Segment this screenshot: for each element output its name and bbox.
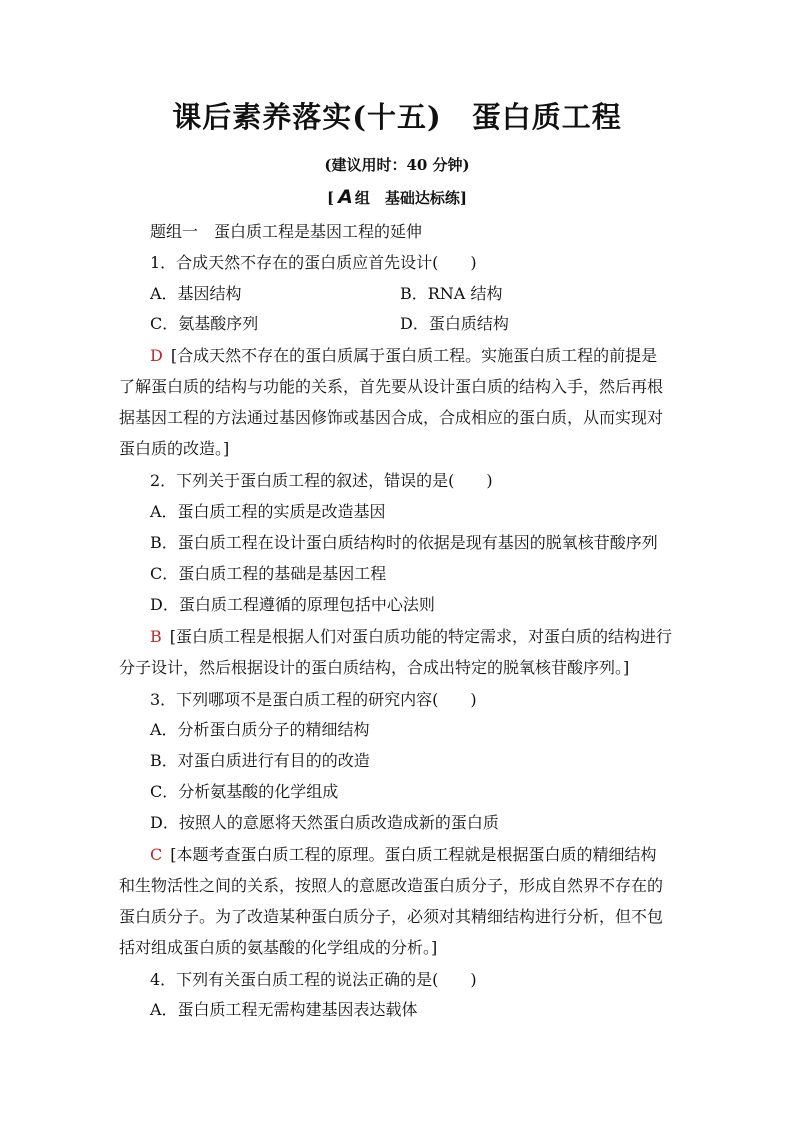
q2-explanation-line-1: [蛋白质工程是根据人们对蛋白质功能的特定需求，对蛋白质的结构进行: [169, 627, 673, 646]
group-title: 组 基础达标练: [354, 189, 460, 207]
q3-stem: 3．下列哪项不是蛋白质工程的研究内容( ): [150, 690, 477, 709]
section-heading: 题组一 蛋白质工程是基因工程的延伸: [150, 222, 423, 241]
q2-stem: 2．下列关于蛋白质工程的叙述，错误的是( ): [150, 471, 493, 490]
q1-option-a: A．基因结构: [150, 284, 242, 303]
q1-explanation-line-2: 了解蛋白质的结构与功能的关系，首先要从设计蛋白质的结构入手，然后再根: [119, 377, 664, 396]
q3-option-c: C．分析氨基酸的化学组成: [150, 782, 339, 801]
q1-option-d: D．蛋白质结构: [400, 314, 509, 333]
q1-answer: D: [150, 346, 163, 365]
q1-explanation-line-4: 蛋白质的改造。]: [119, 439, 230, 458]
q2-option-b: B．蛋白质工程在设计蛋白质结构时的依据是现有基因的脱氧核苷酸序列: [150, 533, 658, 552]
q3-option-a: A．分析蛋白质分子的精细结构: [150, 720, 370, 739]
q1-option-c: C．氨基酸序列: [150, 314, 259, 333]
q2-answer-line: [150, 627, 672, 647]
q1-option-b: B．RNA 结构: [400, 284, 503, 303]
q1-explanation-line-3: 据基因工程的方法通过基因修饰或基因合成，合成相应的蛋白质，从而实现对: [119, 408, 664, 427]
suggested-time: (建议用时：40 分钟): [324, 156, 470, 174]
q2-option-c: C．蛋白质工程的基础是基因工程: [150, 564, 387, 583]
q3-explanation-line-1: [本题考查蛋白质工程的原理。蛋白质工程就是根据蛋白质的精细结构: [170, 845, 657, 864]
q3-explanation-line-4: 括对组成蛋白质的氨基酸的化学组成的分析。]: [119, 938, 438, 957]
group-bracket-open: [: [327, 189, 335, 207]
q1-stem: 1．合成天然不存在的蛋白质应首先设计( ): [150, 253, 477, 272]
q3-option-d: D．按照人的意愿将天然蛋白质改造成新的蛋白质: [150, 813, 499, 832]
q3-explanation-line-2: 和生物活性之间的关系，按照人的意愿改造蛋白质分子，形成自然界不存在的: [119, 876, 664, 895]
q2-answer: B: [150, 627, 162, 646]
group-bracket-close: ]: [459, 189, 467, 207]
q2-explanation-line-2: 分子设计，然后根据设计的蛋白质结构，合成出特定的脱氧核苷酸序列。]: [119, 658, 630, 677]
q4-stem: 4．下列有关蛋白质工程的说法正确的是( ): [150, 970, 477, 989]
q3-option-b: B．对蛋白质进行有目的的改造: [150, 751, 370, 770]
page-title: 课后素养落实(十五) 蛋白质工程: [172, 100, 622, 134]
q2-option-d: D．蛋白质工程遵循的原理包括中心法则: [150, 595, 435, 614]
q3-answer-line: [150, 845, 657, 865]
group-letter: A: [338, 186, 353, 208]
q3-explanation-line-3: 蛋白质分子。为了改造某种蛋白质分子，必须对其精细结构进行分析，但不包: [119, 907, 664, 926]
q2-option-a: A．蛋白质工程的实质是改造基因: [150, 502, 386, 521]
q1-answer-line: [150, 346, 657, 366]
q1-explanation-line-1: [合成天然不存在的蛋白质属于蛋白质工程。实施蛋白质工程的前提是: [170, 346, 658, 365]
group-header: [0, 186, 794, 208]
q3-answer: C: [150, 845, 163, 864]
q4-option-a: A．蛋白质工程无需构建基因表达载体: [150, 1000, 418, 1019]
